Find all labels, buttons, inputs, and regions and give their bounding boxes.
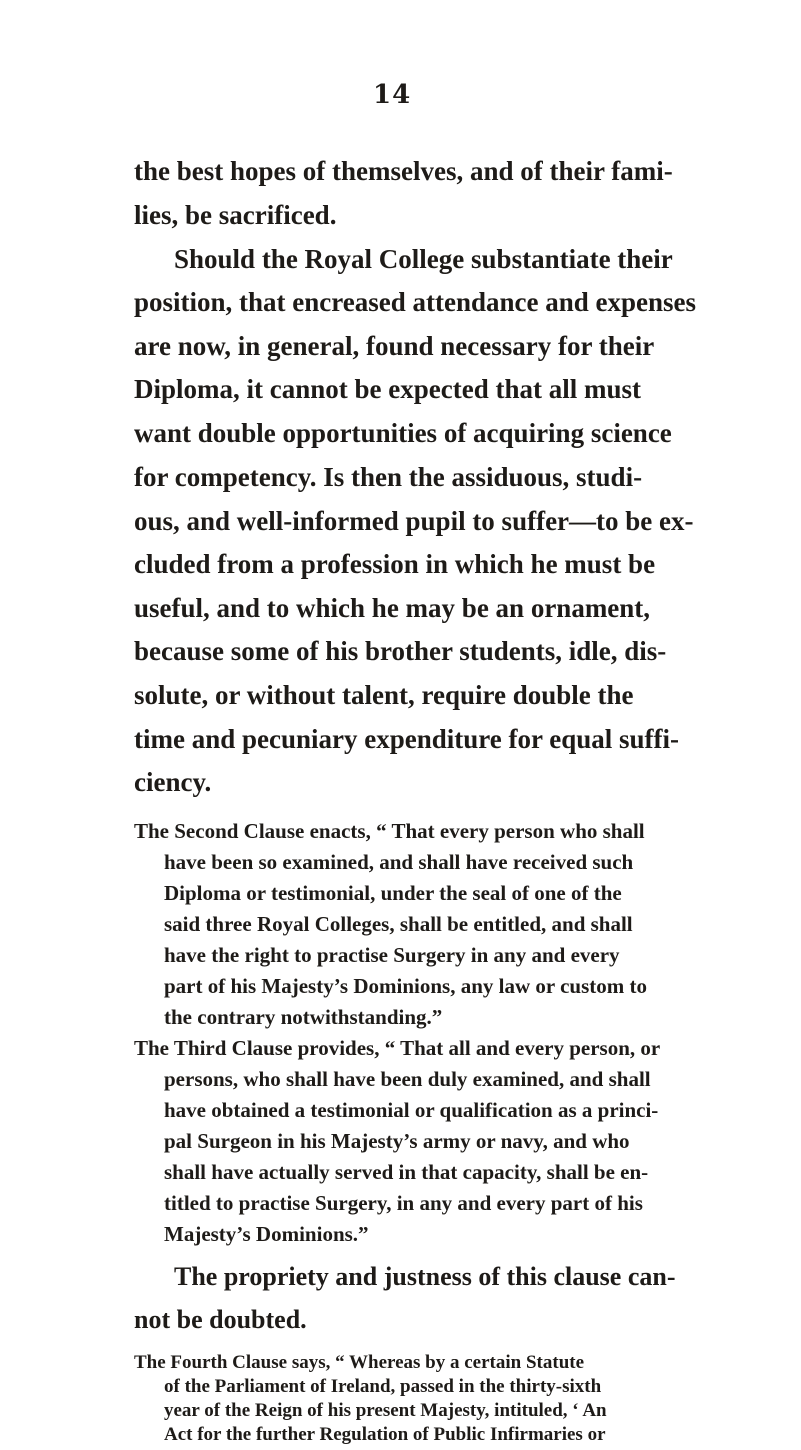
text-line: persons, who shall have been duly examined, and shall <box>164 1067 651 1091</box>
text-line: Should the Royal College substantiate their <box>174 244 673 274</box>
text-line: year of the Reign of his present Majesty, intituled, ‘ An <box>164 1400 607 1421</box>
text-line: Diploma or testimonial, under the seal of one of the <box>164 881 622 905</box>
text-line: ciency. <box>134 767 212 797</box>
text-line: the contrary notwithstanding.” <box>164 1005 443 1029</box>
text-line: titled to practise Surgery, in any and every part of his <box>164 1191 643 1215</box>
text-line: have obtained a testimonial or qualification as a princi- <box>164 1098 659 1122</box>
text-line: said three Royal Colleges, shall be entitled, and shall <box>164 912 633 936</box>
text-line: position, that encreased attendance and expenses <box>134 287 697 317</box>
text-line: Majesty’s Dominions.” <box>164 1222 369 1246</box>
text-line: have been so examined, and shall have received such <box>164 850 634 874</box>
text-line: have the right to practise Surgery in any and every <box>164 943 620 967</box>
text-line: for competency. Is then the assiduous, studi- <box>134 462 643 492</box>
text-line: The Fourth Clause says, “ Whereas by a certain Statute <box>134 1352 585 1373</box>
text-line: time and pecuniary expenditure for equal suffi- <box>134 724 680 754</box>
page-number: 14 <box>373 80 412 110</box>
text-line: The propriety and justness of this clause can- <box>174 1262 676 1291</box>
text-line: Act for the further Regulation of Public Infirmaries or <box>164 1424 606 1445</box>
text-line: part of his Majesty’s Dominions, any law or custom to <box>164 974 647 998</box>
text-line: Diploma, it cannot be expected that all must <box>134 374 641 404</box>
text-line: The Second Clause enacts, “ That every person who shall <box>134 819 645 843</box>
text-line: of the Parliament of Ireland, passed in the thirty-sixth <box>164 1376 602 1397</box>
text-line: ous, and well-informed pupil to suffer—to be ex- <box>134 506 694 536</box>
text-line: not be doubted. <box>134 1305 307 1334</box>
text-line: useful, and to which he may be an ornament, <box>134 593 651 623</box>
text-line: pal Surgeon in his Majesty’s army or navy, and who <box>164 1129 630 1153</box>
text-line: because some of his brother students, idle, dis- <box>134 636 667 666</box>
text-line: lies, be sacrificed. <box>134 200 337 230</box>
text-line: solute, or without talent, require double the <box>134 680 634 710</box>
text-line: shall have actually served in that capacity, shall be en- <box>164 1160 649 1184</box>
text-line: The Third Clause provides, “ That all and every person, or <box>134 1036 661 1060</box>
text-line: want double opportunities of acquiring science <box>134 418 672 448</box>
text-line: cluded from a profession in which he must be <box>134 549 656 579</box>
text-line: are now, in general, found necessary for their <box>134 331 655 361</box>
text-line: the best hopes of themselves, and of their fami- <box>134 156 673 186</box>
